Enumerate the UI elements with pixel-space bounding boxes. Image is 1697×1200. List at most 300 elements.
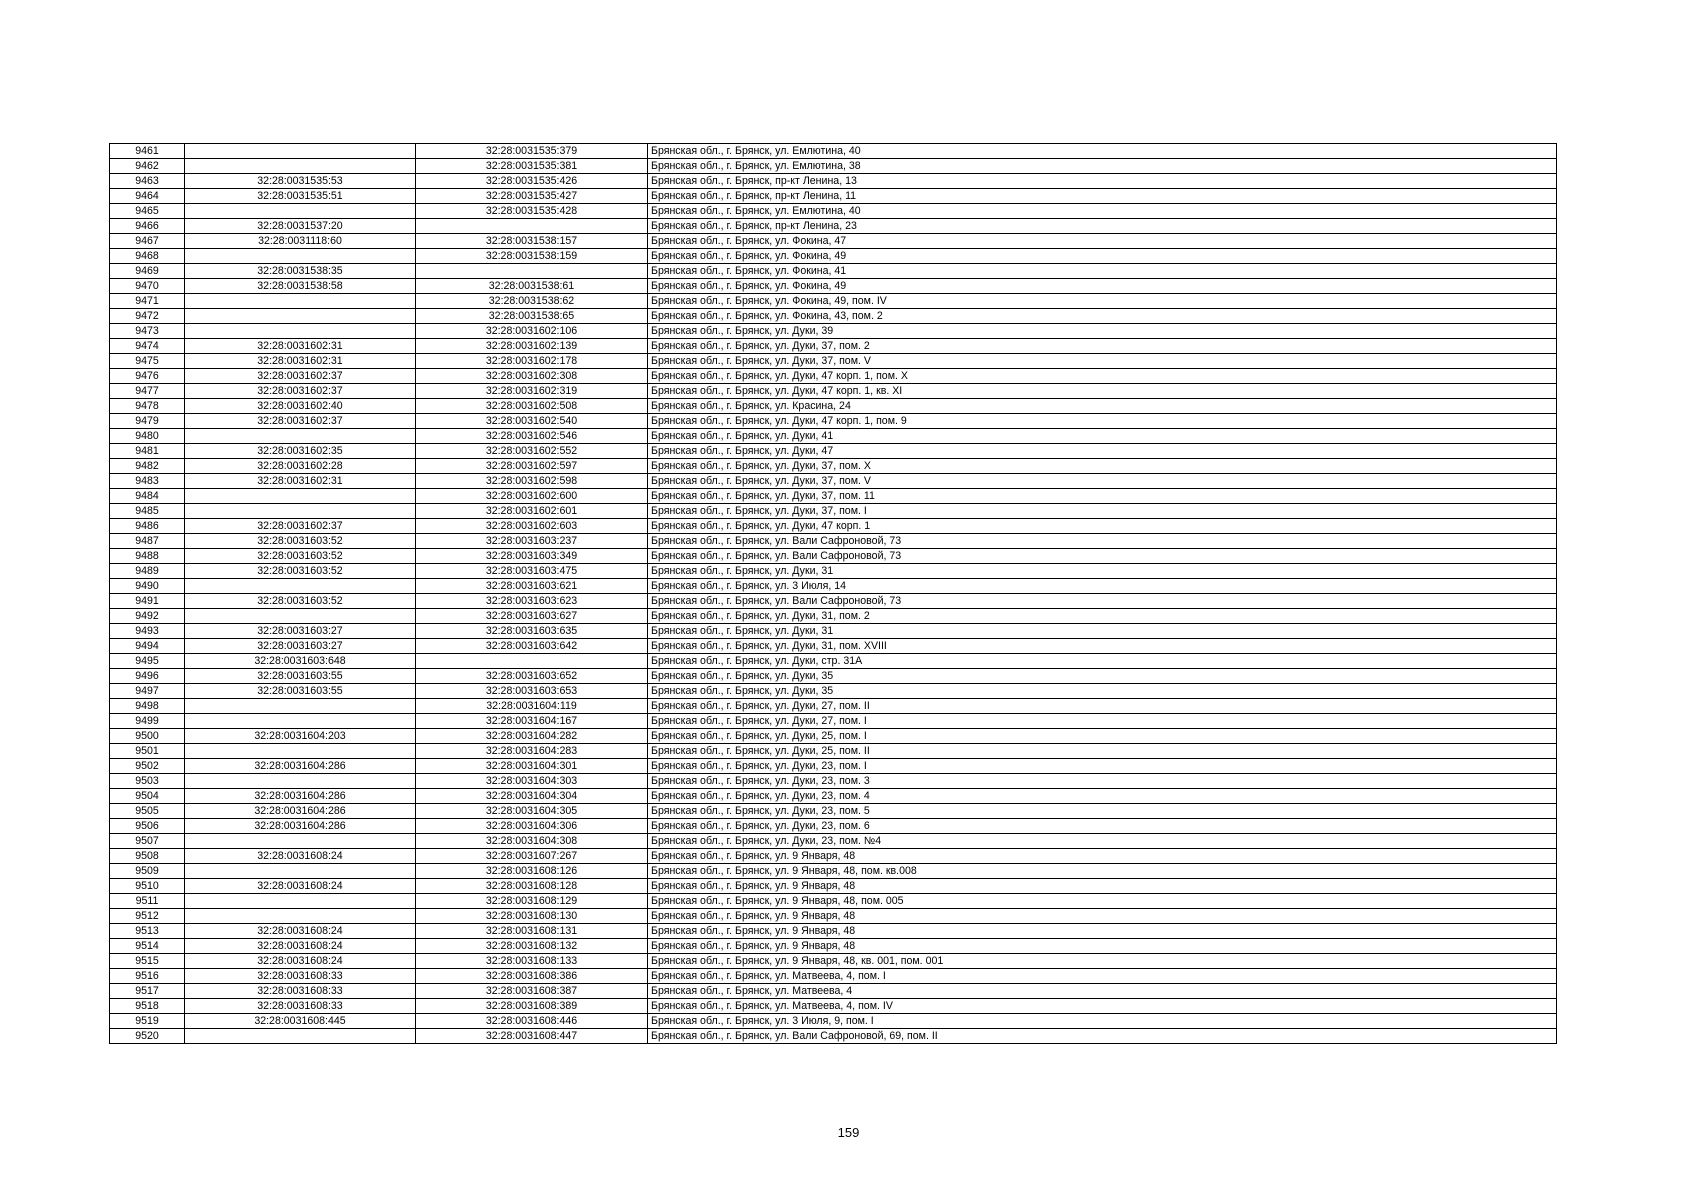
- address-cell: Брянская обл., г. Брянск, ул. Дуки, 47: [648, 444, 1557, 459]
- registry-table: [109, 143, 1557, 1044]
- table-row: [110, 774, 1557, 789]
- row-number-cell: 9506: [110, 819, 185, 834]
- table-row: [110, 279, 1557, 294]
- object-number-cell: 32:28:0031604:306: [416, 819, 648, 834]
- parcel-number-cell: 32:28:0031602:28: [185, 459, 416, 474]
- parcel-number-cell: [185, 294, 416, 309]
- row-number-cell: 9507: [110, 834, 185, 849]
- row-number-cell: 9496: [110, 669, 185, 684]
- row-number-cell: 9472: [110, 309, 185, 324]
- object-number-cell: 32:28:0031535:379: [416, 144, 648, 159]
- row-number-cell: 9469: [110, 264, 185, 279]
- table-row: [110, 414, 1557, 429]
- address-cell: Брянская обл., г. Брянск, ул. Емлютина, 38: [648, 159, 1557, 174]
- parcel-number-cell: 32:28:0031608:33: [185, 984, 416, 999]
- row-number-cell: 9468: [110, 249, 185, 264]
- address-cell: Брянская обл., г. Брянск, ул. 9 Января, 48: [648, 879, 1557, 894]
- table-row: [110, 339, 1557, 354]
- table-row: [110, 519, 1557, 534]
- object-number-cell: 32:28:0031535:427: [416, 189, 648, 204]
- page-number: 159: [837, 1125, 860, 1140]
- table-row: [110, 309, 1557, 324]
- object-number-cell: 32:28:0031604:282: [416, 729, 648, 744]
- object-number-cell: 32:28:0031608:128: [416, 879, 648, 894]
- object-number-cell: 32:28:0031604:167: [416, 714, 648, 729]
- parcel-number-cell: [185, 909, 416, 924]
- address-cell: Брянская обл., г. Брянск, ул. Дуки, 31, пом. XVIII: [648, 639, 1557, 654]
- parcel-number-cell: [185, 504, 416, 519]
- row-number-cell: 9504: [110, 789, 185, 804]
- table-row: [110, 294, 1557, 309]
- parcel-number-cell: 32:28:0031604:286: [185, 759, 416, 774]
- parcel-number-cell: 32:28:0031602:37: [185, 414, 416, 429]
- object-number-cell: [416, 264, 648, 279]
- address-cell: Брянская обл., г. Брянск, ул. Вали Сафроновой, 73: [648, 549, 1557, 564]
- address-cell: Брянская обл., г. Брянск, ул. 9 Января, 48, кв. 001, пом. 001: [648, 954, 1557, 969]
- row-number-cell: 9499: [110, 714, 185, 729]
- object-number-cell: 32:28:0031602:552: [416, 444, 648, 459]
- parcel-number-cell: 32:28:0031603:52: [185, 564, 416, 579]
- table-row: [110, 384, 1557, 399]
- row-number-cell: 9511: [110, 894, 185, 909]
- table-row: [110, 354, 1557, 369]
- object-number-cell: 32:28:0031604:305: [416, 804, 648, 819]
- parcel-number-cell: [185, 429, 416, 444]
- address-cell: Брянская обл., г. Брянск, ул. Фокина, 49, пом. IV: [648, 294, 1557, 309]
- table-row: [110, 804, 1557, 819]
- table-row: [110, 564, 1557, 579]
- table-row: [110, 219, 1557, 234]
- object-number-cell: 32:28:0031602:598: [416, 474, 648, 489]
- address-cell: Брянская обл., г. Брянск, ул. 9 Января, 48: [648, 939, 1557, 954]
- object-number-cell: 32:28:0031604:308: [416, 834, 648, 849]
- parcel-number-cell: 32:28:0031603:648: [185, 654, 416, 669]
- table-row: [110, 819, 1557, 834]
- table-row: [110, 474, 1557, 489]
- row-number-cell: 9493: [110, 624, 185, 639]
- row-number-cell: 9494: [110, 639, 185, 654]
- parcel-number-cell: 32:28:0031604:286: [185, 804, 416, 819]
- address-cell: Брянская обл., г. Брянск, ул. Дуки, 37, пом. V: [648, 474, 1557, 489]
- row-number-cell: 9498: [110, 699, 185, 714]
- table-row: [110, 924, 1557, 939]
- address-cell: Брянская обл., г. Брянск, ул. Дуки, 35: [648, 684, 1557, 699]
- parcel-number-cell: [185, 774, 416, 789]
- row-number-cell: 9482: [110, 459, 185, 474]
- table-row: [110, 549, 1557, 564]
- parcel-number-cell: [185, 249, 416, 264]
- row-number-cell: 9484: [110, 489, 185, 504]
- row-number-cell: 9485: [110, 504, 185, 519]
- parcel-number-cell: 32:28:0031608:24: [185, 939, 416, 954]
- object-number-cell: 32:28:0031603:475: [416, 564, 648, 579]
- table-row: [110, 939, 1557, 954]
- row-number-cell: 9502: [110, 759, 185, 774]
- table-row: [110, 1029, 1557, 1044]
- object-number-cell: 32:28:0031602:601: [416, 504, 648, 519]
- object-number-cell: 32:28:0031603:652: [416, 669, 648, 684]
- table-row: [110, 324, 1557, 339]
- parcel-number-cell: 32:28:0031608:33: [185, 999, 416, 1014]
- table-row: [110, 264, 1557, 279]
- table-row: [110, 849, 1557, 864]
- address-cell: Брянская обл., г. Брянск, ул. Фокина, 43, пом. 2: [648, 309, 1557, 324]
- object-number-cell: 32:28:0031538:65: [416, 309, 648, 324]
- parcel-number-cell: 32:28:0031604:203: [185, 729, 416, 744]
- object-number-cell: 32:28:0031608:131: [416, 924, 648, 939]
- address-cell: Брянская обл., г. Брянск, ул. Дуки, 25, пом. I: [648, 729, 1557, 744]
- row-number-cell: 9462: [110, 159, 185, 174]
- object-number-cell: 32:28:0031535:426: [416, 174, 648, 189]
- row-number-cell: 9508: [110, 849, 185, 864]
- parcel-number-cell: [185, 744, 416, 759]
- address-cell: Брянская обл., г. Брянск, ул. Матвеева, 4, пом. I: [648, 969, 1557, 984]
- object-number-cell: 32:28:0031602:178: [416, 354, 648, 369]
- object-number-cell: 32:28:0031607:267: [416, 849, 648, 864]
- table-row: [110, 684, 1557, 699]
- address-cell: Брянская обл., г. Брянск, ул. 9 Января, 48: [648, 924, 1557, 939]
- table-row: [110, 504, 1557, 519]
- table-row: [110, 189, 1557, 204]
- object-number-cell: 32:28:0031608:446: [416, 1014, 648, 1029]
- object-number-cell: 32:28:0031602:540: [416, 414, 648, 429]
- table-row: [110, 624, 1557, 639]
- row-number-cell: 9488: [110, 549, 185, 564]
- address-cell: Брянская обл., г. Брянск, ул. Дуки, 37, пом. 2: [648, 339, 1557, 354]
- row-number-cell: 9518: [110, 999, 185, 1014]
- address-cell: Брянская обл., г. Брянск, ул. Матвеева, 4, пом. IV: [648, 999, 1557, 1014]
- row-number-cell: 9489: [110, 564, 185, 579]
- address-cell: Брянская обл., г. Брянск, ул. 3 Июля, 14: [648, 579, 1557, 594]
- parcel-number-cell: [185, 204, 416, 219]
- object-number-cell: 32:28:0031602:139: [416, 339, 648, 354]
- table-row: [110, 1014, 1557, 1029]
- address-cell: Брянская обл., г. Брянск, ул. Дуки, 27, пом. II: [648, 699, 1557, 714]
- address-cell: Брянская обл., г. Брянск, ул. Матвеева, 4: [648, 984, 1557, 999]
- row-number-cell: 9461: [110, 144, 185, 159]
- row-number-cell: 9517: [110, 984, 185, 999]
- table-row: [110, 894, 1557, 909]
- table-row: [110, 234, 1557, 249]
- object-number-cell: 32:28:0031535:381: [416, 159, 648, 174]
- parcel-number-cell: 32:28:0031603:52: [185, 534, 416, 549]
- address-cell: Брянская обл., г. Брянск, ул. Дуки, 23, пом. I: [648, 759, 1557, 774]
- address-cell: Брянская обл., г. Брянск, ул. Дуки, 23, пом. 5: [648, 804, 1557, 819]
- row-number-cell: 9463: [110, 174, 185, 189]
- parcel-number-cell: 32:28:0031608:24: [185, 954, 416, 969]
- address-cell: Брянская обл., г. Брянск, ул. Дуки, 23, пом. 6: [648, 819, 1557, 834]
- table-row: [110, 984, 1557, 999]
- parcel-number-cell: [185, 834, 416, 849]
- object-number-cell: [416, 219, 648, 234]
- parcel-number-cell: 32:28:0031602:31: [185, 339, 416, 354]
- row-number-cell: 9476: [110, 369, 185, 384]
- object-number-cell: [416, 654, 648, 669]
- object-number-cell: 32:28:0031604:301: [416, 759, 648, 774]
- registry-body: [110, 144, 1557, 1044]
- address-cell: Брянская обл., г. Брянск, пр-кт Ленина, 23: [648, 219, 1557, 234]
- object-number-cell: 32:28:0031603:621: [416, 579, 648, 594]
- row-number-cell: 9487: [110, 534, 185, 549]
- parcel-number-cell: 32:28:0031602:37: [185, 519, 416, 534]
- parcel-number-cell: [185, 309, 416, 324]
- table-row: [110, 489, 1557, 504]
- parcel-number-cell: 32:28:0031538:35: [185, 264, 416, 279]
- address-cell: Брянская обл., г. Брянск, ул. Фокина, 49: [648, 249, 1557, 264]
- address-cell: Брянская обл., г. Брянск, ул. Дуки, 23, пом. 3: [648, 774, 1557, 789]
- address-cell: Брянская обл., г. Брянск, ул. Дуки, 31, пом. 2: [648, 609, 1557, 624]
- row-number-cell: 9501: [110, 744, 185, 759]
- parcel-number-cell: 32:28:0031603:27: [185, 639, 416, 654]
- parcel-number-cell: 32:28:0031608:24: [185, 879, 416, 894]
- object-number-cell: 32:28:0031602:106: [416, 324, 648, 339]
- address-cell: Брянская обл., г. Брянск, ул. Фокина, 49: [648, 279, 1557, 294]
- row-number-cell: 9471: [110, 294, 185, 309]
- address-cell: Брянская обл., г. Брянск, ул. Дуки, 47 корп. 1, пом. 9: [648, 414, 1557, 429]
- object-number-cell: 32:28:0031608:386: [416, 969, 648, 984]
- row-number-cell: 9497: [110, 684, 185, 699]
- address-cell: Брянская обл., г. Брянск, ул. Емлютина, 40: [648, 204, 1557, 219]
- parcel-number-cell: 32:28:0031603:52: [185, 594, 416, 609]
- object-number-cell: 32:28:0031604:304: [416, 789, 648, 804]
- table-row: [110, 879, 1557, 894]
- address-cell: Брянская обл., г. Брянск, ул. Дуки, 41: [648, 429, 1557, 444]
- parcel-number-cell: 32:28:0031602:35: [185, 444, 416, 459]
- table-row: [110, 669, 1557, 684]
- object-number-cell: 32:28:0031608:447: [416, 1029, 648, 1044]
- address-cell: Брянская обл., г. Брянск, ул. Дуки, 27, пом. I: [648, 714, 1557, 729]
- table-row: [110, 834, 1557, 849]
- parcel-number-cell: 32:28:0031608:445: [185, 1014, 416, 1029]
- object-number-cell: 32:28:0031604:283: [416, 744, 648, 759]
- object-number-cell: 32:28:0031602:308: [416, 369, 648, 384]
- table-row: [110, 639, 1557, 654]
- parcel-number-cell: 32:28:0031537:20: [185, 219, 416, 234]
- row-number-cell: 9467: [110, 234, 185, 249]
- object-number-cell: 32:28:0031538:61: [416, 279, 648, 294]
- parcel-number-cell: [185, 489, 416, 504]
- table-row: [110, 369, 1557, 384]
- address-cell: Брянская обл., г. Брянск, ул. 9 Января, 48: [648, 909, 1557, 924]
- object-number-cell: 32:28:0031602:603: [416, 519, 648, 534]
- object-number-cell: 32:28:0031603:635: [416, 624, 648, 639]
- row-number-cell: 9470: [110, 279, 185, 294]
- parcel-number-cell: 32:28:0031603:55: [185, 669, 416, 684]
- table-row: [110, 864, 1557, 879]
- address-cell: Брянская обл., г. Брянск, ул. Дуки, 37, пом. 11: [648, 489, 1557, 504]
- object-number-cell: 32:28:0031608:126: [416, 864, 648, 879]
- row-number-cell: 9473: [110, 324, 185, 339]
- table-row: [110, 729, 1557, 744]
- table-row: [110, 609, 1557, 624]
- row-number-cell: 9505: [110, 804, 185, 819]
- address-cell: Брянская обл., г. Брянск, ул. Красина, 24: [648, 399, 1557, 414]
- object-number-cell: 32:28:0031608:130: [416, 909, 648, 924]
- parcel-number-cell: 32:28:0031602:31: [185, 474, 416, 489]
- table-row: [110, 174, 1557, 189]
- object-number-cell: 32:28:0031603:623: [416, 594, 648, 609]
- row-number-cell: 9490: [110, 579, 185, 594]
- object-number-cell: 32:28:0031603:627: [416, 609, 648, 624]
- row-number-cell: 9519: [110, 1014, 185, 1029]
- object-number-cell: 32:28:0031608:387: [416, 984, 648, 999]
- row-number-cell: 9480: [110, 429, 185, 444]
- row-number-cell: 9515: [110, 954, 185, 969]
- parcel-number-cell: [185, 699, 416, 714]
- address-cell: Брянская обл., г. Брянск, ул. Дуки, стр. 31А: [648, 654, 1557, 669]
- parcel-number-cell: 32:28:0031602:37: [185, 369, 416, 384]
- parcel-number-cell: 32:28:0031602:31: [185, 354, 416, 369]
- address-cell: Брянская обл., г. Брянск, ул. Дуки, 25, пом. II: [648, 744, 1557, 759]
- parcel-number-cell: [185, 159, 416, 174]
- object-number-cell: 32:28:0031604:303: [416, 774, 648, 789]
- table-row: [110, 789, 1557, 804]
- object-number-cell: 32:28:0031608:133: [416, 954, 648, 969]
- address-cell: Брянская обл., г. Брянск, ул. Дуки, 37, пом. I: [648, 504, 1557, 519]
- row-number-cell: 9492: [110, 609, 185, 624]
- row-number-cell: 9465: [110, 204, 185, 219]
- address-cell: Брянская обл., г. Брянск, ул. Дуки, 37, пом. V: [648, 354, 1557, 369]
- row-number-cell: 9503: [110, 774, 185, 789]
- table-row: [110, 999, 1557, 1014]
- parcel-number-cell: [185, 609, 416, 624]
- row-number-cell: 9509: [110, 864, 185, 879]
- table-row: [110, 699, 1557, 714]
- row-number-cell: 9486: [110, 519, 185, 534]
- parcel-number-cell: 32:28:0031604:286: [185, 819, 416, 834]
- table-row: [110, 159, 1557, 174]
- address-cell: Брянская обл., г. Брянск, ул. Дуки, 23, пом. №4: [648, 834, 1557, 849]
- row-number-cell: 9479: [110, 414, 185, 429]
- row-number-cell: 9514: [110, 939, 185, 954]
- table-row: [110, 399, 1557, 414]
- row-number-cell: 9500: [110, 729, 185, 744]
- row-number-cell: 9481: [110, 444, 185, 459]
- address-cell: Брянская обл., г. Брянск, ул. Вали Сафроновой, 73: [648, 534, 1557, 549]
- table-row: [110, 954, 1557, 969]
- table-row: [110, 714, 1557, 729]
- parcel-number-cell: 32:28:0031602:37: [185, 384, 416, 399]
- table-row: [110, 579, 1557, 594]
- parcel-number-cell: 32:28:0031602:40: [185, 399, 416, 414]
- parcel-number-cell: [185, 864, 416, 879]
- row-number-cell: 9495: [110, 654, 185, 669]
- address-cell: Брянская обл., г. Брянск, ул. Дуки, 47 корп. 1: [648, 519, 1557, 534]
- row-number-cell: 9478: [110, 399, 185, 414]
- table-row: [110, 654, 1557, 669]
- row-number-cell: 9466: [110, 219, 185, 234]
- table-row: [110, 429, 1557, 444]
- address-cell: Брянская обл., г. Брянск, ул. Фокина, 41: [648, 264, 1557, 279]
- row-number-cell: 9474: [110, 339, 185, 354]
- parcel-number-cell: [185, 144, 416, 159]
- object-number-cell: 32:28:0031535:428: [416, 204, 648, 219]
- parcel-number-cell: [185, 579, 416, 594]
- object-number-cell: 32:28:0031538:157: [416, 234, 648, 249]
- parcel-number-cell: 32:28:0031538:58: [185, 279, 416, 294]
- table-row: [110, 909, 1557, 924]
- address-cell: Брянская обл., г. Брянск, пр-кт Ленина, 13: [648, 174, 1557, 189]
- table-row: [110, 759, 1557, 774]
- object-number-cell: 32:28:0031602:319: [416, 384, 648, 399]
- address-cell: Брянская обл., г. Брянск, ул. Емлютина, 40: [648, 144, 1557, 159]
- table-row: [110, 249, 1557, 264]
- object-number-cell: 32:28:0031608:389: [416, 999, 648, 1014]
- parcel-number-cell: 32:28:0031118:60: [185, 234, 416, 249]
- address-cell: Брянская обл., г. Брянск, ул. Фокина, 47: [648, 234, 1557, 249]
- parcel-number-cell: 32:28:0031603:27: [185, 624, 416, 639]
- object-number-cell: 32:28:0031602:600: [416, 489, 648, 504]
- table-row: [110, 744, 1557, 759]
- table-row: [110, 204, 1557, 219]
- parcel-number-cell: 32:28:0031604:286: [185, 789, 416, 804]
- table-row: [110, 459, 1557, 474]
- address-cell: Брянская обл., г. Брянск, ул. 3 Июля, 9, пом. I: [648, 1014, 1557, 1029]
- table-row: [110, 969, 1557, 984]
- row-number-cell: 9483: [110, 474, 185, 489]
- address-cell: Брянская обл., г. Брянск, ул. Дуки, 47 корп. 1, пом. X: [648, 369, 1557, 384]
- object-number-cell: 32:28:0031538:62: [416, 294, 648, 309]
- object-number-cell: 32:28:0031608:129: [416, 894, 648, 909]
- object-number-cell: 32:28:0031604:119: [416, 699, 648, 714]
- address-cell: Брянская обл., г. Брянск, ул. 9 Января, 48, пом. кв.008: [648, 864, 1557, 879]
- object-number-cell: 32:28:0031602:508: [416, 399, 648, 414]
- object-number-cell: 32:28:0031602:597: [416, 459, 648, 474]
- object-number-cell: 32:28:0031608:132: [416, 939, 648, 954]
- table-row: [110, 594, 1557, 609]
- address-cell: Брянская обл., г. Брянск, пр-кт Ленина, 11: [648, 189, 1557, 204]
- table-row: [110, 444, 1557, 459]
- address-cell: Брянская обл., г. Брянск, ул. 9 Января, 48: [648, 849, 1557, 864]
- address-cell: Брянская обл., г. Брянск, ул. Дуки, 47 корп. 1, кв. XI: [648, 384, 1557, 399]
- table-row: [110, 534, 1557, 549]
- address-cell: Брянская обл., г. Брянск, ул. Дуки, 35: [648, 669, 1557, 684]
- object-number-cell: 32:28:0031603:653: [416, 684, 648, 699]
- row-number-cell: 9516: [110, 969, 185, 984]
- parcel-number-cell: 32:28:0031603:55: [185, 684, 416, 699]
- address-cell: Брянская обл., г. Брянск, ул. Дуки, 31: [648, 564, 1557, 579]
- object-number-cell: 32:28:0031603:642: [416, 639, 648, 654]
- row-number-cell: 9477: [110, 384, 185, 399]
- address-cell: Брянская обл., г. Брянск, ул. Вали Сафроновой, 69, пом. II: [648, 1029, 1557, 1044]
- table-row: [110, 144, 1557, 159]
- address-cell: Брянская обл., г. Брянск, ул. Дуки, 39: [648, 324, 1557, 339]
- parcel-number-cell: 32:28:0031603:52: [185, 549, 416, 564]
- row-number-cell: 9513: [110, 924, 185, 939]
- parcel-number-cell: 32:28:0031535:53: [185, 174, 416, 189]
- parcel-number-cell: [185, 894, 416, 909]
- object-number-cell: 32:28:0031538:159: [416, 249, 648, 264]
- parcel-number-cell: 32:28:0031608:33: [185, 969, 416, 984]
- row-number-cell: 9464: [110, 189, 185, 204]
- address-cell: Брянская обл., г. Брянск, ул. Дуки, 31: [648, 624, 1557, 639]
- parcel-number-cell: 32:28:0031608:24: [185, 849, 416, 864]
- address-cell: Брянская обл., г. Брянск, ул. Вали Сафроновой, 73: [648, 594, 1557, 609]
- parcel-number-cell: 32:28:0031608:24: [185, 924, 416, 939]
- address-cell: Брянская обл., г. Брянск, ул. Дуки, 23, пом. 4: [648, 789, 1557, 804]
- row-number-cell: 9512: [110, 909, 185, 924]
- row-number-cell: 9491: [110, 594, 185, 609]
- object-number-cell: 32:28:0031603:349: [416, 549, 648, 564]
- object-number-cell: 32:28:0031603:237: [416, 534, 648, 549]
- parcel-number-cell: [185, 1029, 416, 1044]
- row-number-cell: 9510: [110, 879, 185, 894]
- parcel-number-cell: [185, 324, 416, 339]
- object-number-cell: 32:28:0031602:546: [416, 429, 648, 444]
- parcel-number-cell: [185, 714, 416, 729]
- address-cell: Брянская обл., г. Брянск, ул. 9 Января, 48, пом. 005: [648, 894, 1557, 909]
- parcel-number-cell: 32:28:0031535:51: [185, 189, 416, 204]
